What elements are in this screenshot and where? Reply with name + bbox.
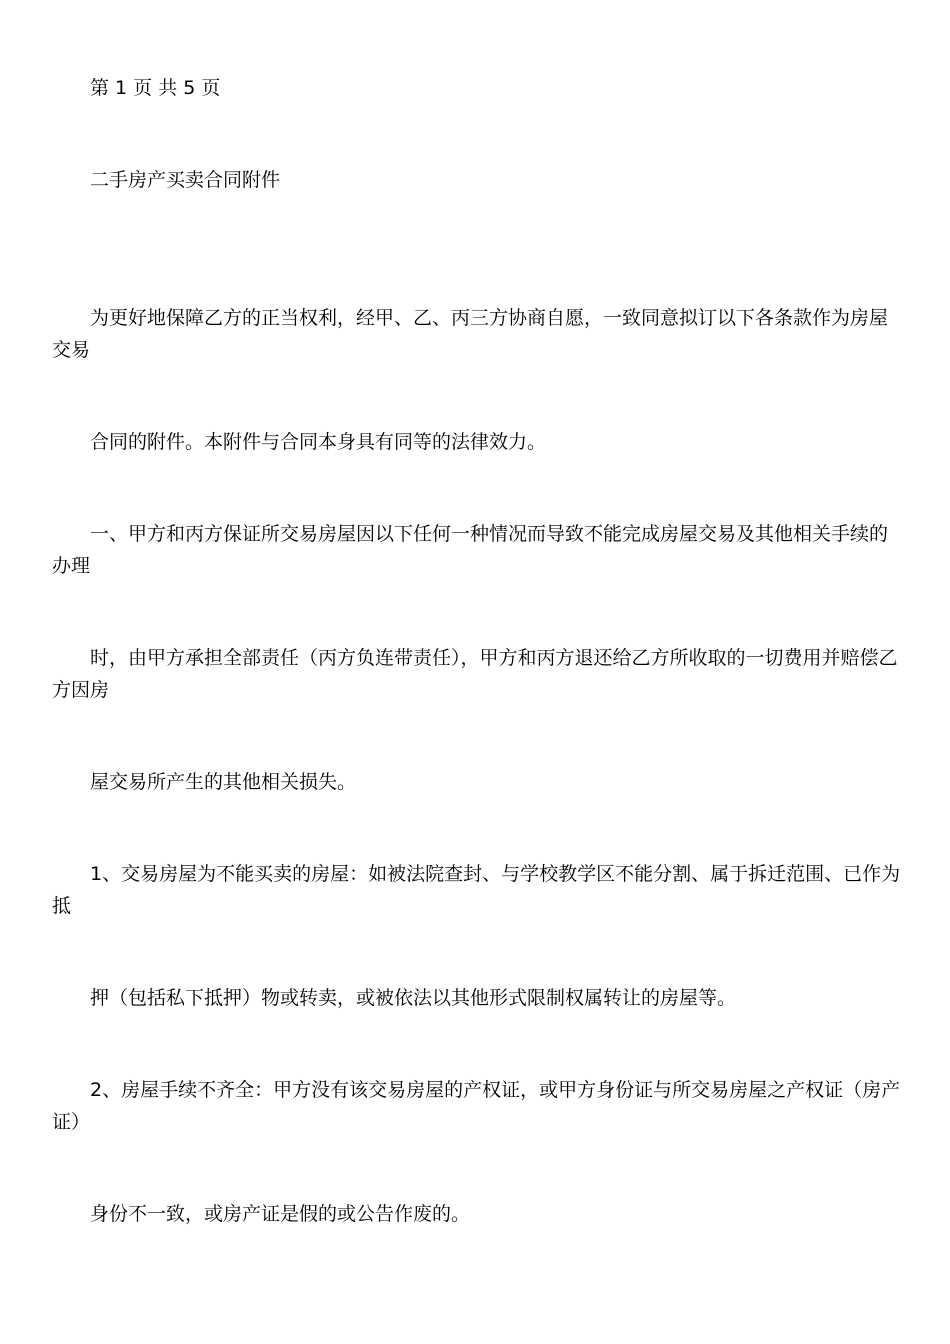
paragraph-1: 为更好地保障乙方的正当权利，经甲、乙、丙三方协商自愿，一致同意拟订以下各条款作为房屋交易 (52, 307, 889, 361)
paragraph-4: 时，由甲方承担全部责任（丙方负连带责任），甲方和丙方退还给乙方所收取的一切费用并赔偿乙方因房 (52, 647, 898, 701)
paragraph-3: 一、甲方和丙方保证所交易房屋因以下任何一种情况而导致不能完成房屋交易及其他相关手续的办理 (52, 523, 889, 577)
paragraph-8: 2、房屋手续不齐全：甲方没有该交易房屋的产权证，或甲方身份证与所交易房屋之产权证（房产证） (52, 1079, 901, 1133)
paragraph-7: 押（包括私下抵押）物或转卖，或被依法以其他形式限制权属转让的房屋等。 (90, 987, 737, 1009)
paragraph-6: 1、交易房屋为不能买卖的房屋：如被法院查封、与学校教学区不能分割、属于拆迁范围、已作为抵 (52, 863, 901, 917)
page-number: 第 1 页 共 5 页 (90, 77, 221, 99)
paragraph-5: 屋交易所产生的其他相关损失。 (90, 771, 357, 793)
paragraph-9: 身份不一致，或房产证是假的或公告作废的。 (90, 1203, 471, 1225)
paragraph-2: 合同的附件。本附件与合同本身具有同等的法律效力。 (90, 431, 547, 453)
document-title: 二手房产买卖合同附件 (90, 169, 281, 191)
